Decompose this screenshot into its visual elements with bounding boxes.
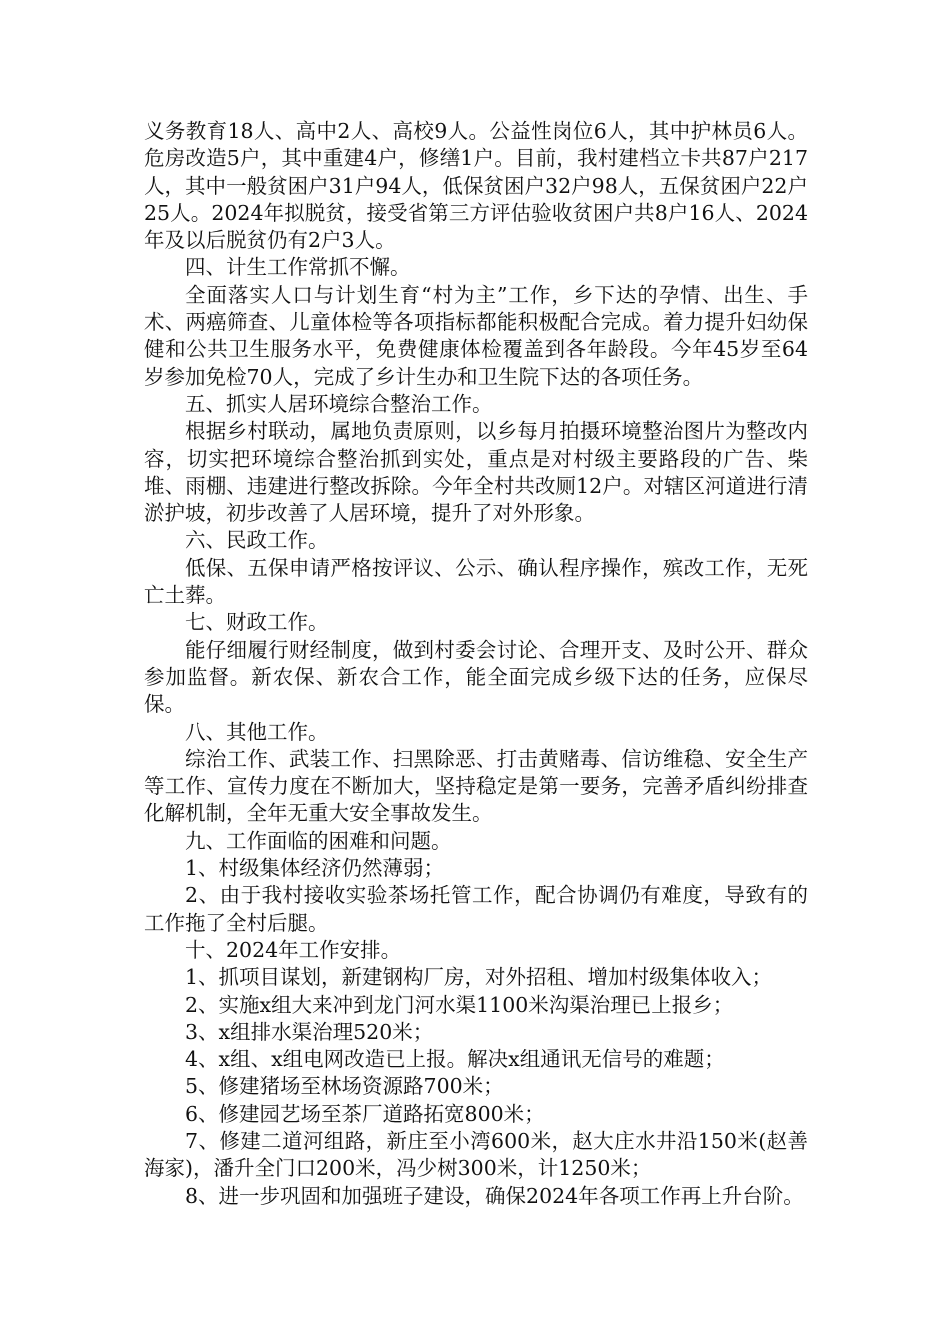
paragraph: 义务教育18人、高中2人、高校9人。公益性岗位6人，其中护林员6人。危房改造5户，其中重建4户，修缮1户。目前，我村建档立卡共87户217人，其中一般贫困户31户94人，低保贫困户32户98人，五保贫困户22户25人。2024年拟脱贫，接受省第三方评估验收贫困户共8户16人、2024年及以后脱贫仍有2户3人。 [144,119,808,253]
paragraph: 根据乡村联动，属地负责原则，以乡每月拍摄环境整治图片为整改内容，切实把环境综合整治抓到实处，重点是对村级主要路段的广告、柴堆、雨棚、违建进行整改拆除。今年全村共改厕12户。对辖区河道进行清淤护坡，初步改善了人居环境，提升了对外形象。 [144,419,808,526]
paragraph: 3、x组排水渠治理520米； [185,1019,434,1044]
paragraph: 8、进一步巩固和加强班子建设，确保2024年各项工作再上升台阶。 [185,1183,804,1208]
paragraph: 1、抓项目谋划，新建钢构厂房，对外招租、增加村级集体收入； [185,965,773,990]
paragraph: 八、其他工作。 [185,719,329,744]
paragraph: 全面落实人口与计划生育“村为主”工作，乡下达的孕情、出生、手术、两癌筛查、儿童体检等各项指标都能积极配合完成。着力提升妇幼保健和公共卫生服务水平，免费健康体检覆盖到各年龄段。今年45岁至64岁参加免检70人，完成了乡计生办和卫生院下达的各项任务。 [144,282,808,389]
paragraph: 4、x组、x组电网改造已上报。解决x组通讯无信号的难题； [185,1047,725,1072]
paragraph: 1、村级集体经济仍然薄弱； [185,856,445,881]
document-body [144,118,808,1210]
paragraph: 四、计生工作常抓不懈。 [185,255,411,280]
paragraph: 低保、五保申请严格按评议、公示、确认程序操作，殡改工作，无死亡土葬。 [144,555,808,608]
paragraph: 七、财政工作。 [185,610,329,635]
paragraph: 2、由于我村接收实验茶场托管工作，配合协调仍有难度，导致有的工作拖了全村后腿。 [144,883,808,935]
paragraph: 综治工作、武装工作、扫黑除恶、打击黄赌毒、信访维稳、安全生产等工作、宣传力度在不断加大，坚持稳定是第一要务，完善矛盾纠纷排查化解机制，全年无重大安全事故发生。 [144,746,808,826]
paragraph: 九、工作面临的困难和问题。 [185,828,452,853]
paragraph: 6、修建园艺场至茶厂道路拓宽800米； [185,1101,545,1126]
paragraph: 十、2024年工作安排。 [185,937,402,962]
paragraph: 五、抓实人居环境综合整治工作。 [185,391,493,416]
paragraph: 能仔细履行财经制度，做到村委会讨论、合理开支、及时公开、群众参加监督。新农保、新农合工作，能全面完成乡级下达的任务，应保尽保。 [144,637,808,717]
paragraph: 7、修建二道河组路，新庄至小湾600米，赵大庄水井沿150米(赵善海家)，潘升全门口200米，冯少树300米，计1250米； [144,1128,808,1181]
paragraph: 六、民政工作。 [185,528,329,553]
paragraph: 5、修建猪场至林场资源路700米； [185,1074,504,1099]
paragraph: 2、实施x组大来冲到龙门河水渠1100米沟渠治理已上报乡； [185,992,734,1017]
